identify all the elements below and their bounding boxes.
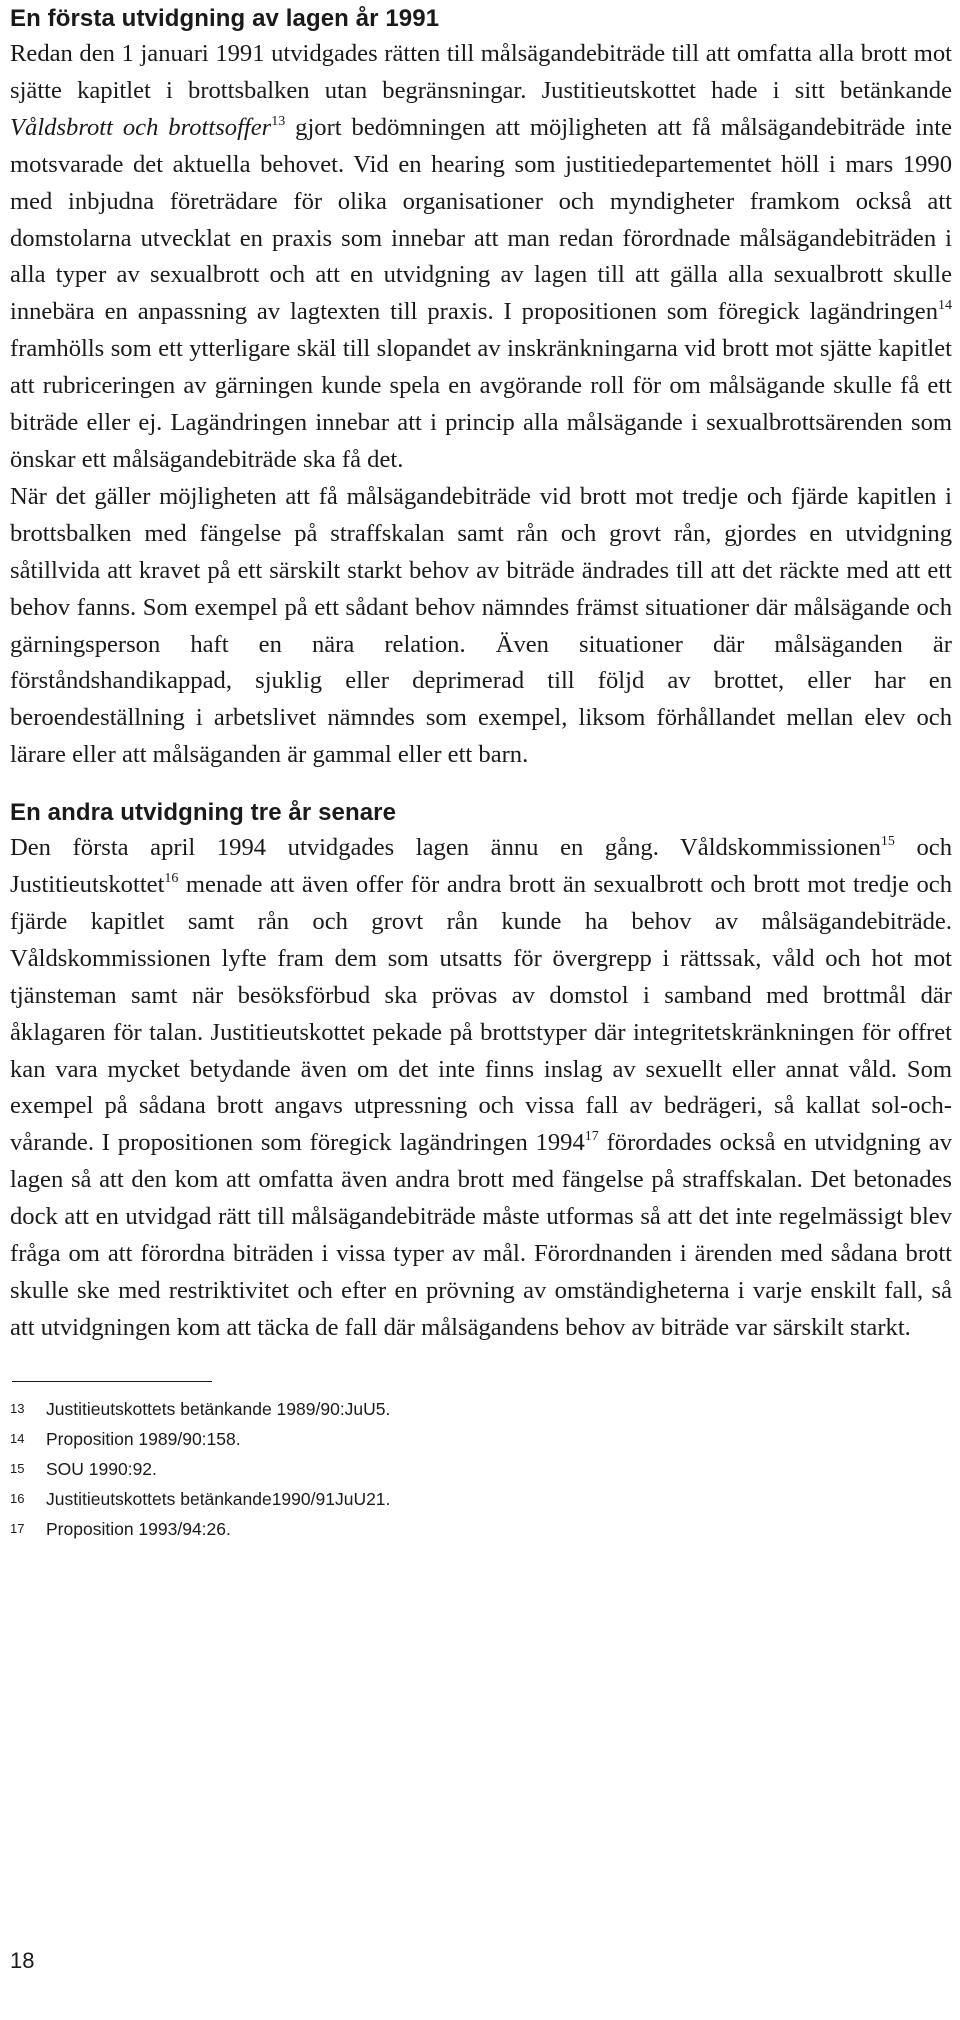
footnote-item [10, 1394, 952, 1424]
footnote-number: 16 [10, 1490, 25, 1506]
section-heading-1994: En andra utvidgning tre år senare [10, 799, 397, 827]
footnote-ref-17[interactable]: 17 [584, 1129, 599, 1145]
footnote-number: 14 [10, 1430, 25, 1446]
paragraph-1-text-b: gjort bedömningen att möjligheten att få målsägandebiträde inte motsvarade det aktuella behovet. Vid en hearing som justitiedepartementet höll i mars 1990 med inbjudna företrädare för olika organisationer och myndigheter framkom också att domstolarna utvecklat en praxis som innebar att man redan förordnade målsägandebiträden i alla typer av sexualbrott och att en utvidgning av lagen till att gälla alla sexualbrott skulle innebära en anpassning av lagtexten till praxis. I propositionen som föregick lagändringen [10, 113, 952, 326]
footnotes [10, 1394, 952, 1544]
paragraph-3-text-c: menade att även offer för andra brott än sexualbrott och brott mot tredje och fjärde kapitlet samt rån och grovt rån kunde ha behov av målsägandebiträde. Våldskommissionen lyfte fram dem som utsatts för övergrepp i rättssak, våld och hot mot tjänsteman samt när besöksförbud ska prövas av domstol i samband med brottmål där åklagaren för talan. Justitieutskottet pekade på brottstyper där integritetskränkningen för offret kan vara mycket betydande även om det inte finns inslag av sexuellt eller annat våld. Som exempel på sådana brott angavs utpressning och vissa fall av bedrägeri, så kallat sol-och-vårande. I propositionen som föregick lagändringen 1994 [10, 871, 952, 1157]
footnote-ref-14[interactable]: 14 [938, 298, 952, 314]
footnote-text: SOU 1990:92. [46, 1458, 157, 1479]
footnote-ref-13[interactable]: 13 [271, 113, 286, 129]
footnote-item [10, 1514, 952, 1544]
footnote-ref-16[interactable]: 16 [164, 871, 179, 887]
paragraph-2: När det gäller möjligheten att få målsägandebiträde vid brott mot tredje och fjärde kapitlen i brottsbalken med fängelse på straffskalan samt rån och grovt rån, gjordes en utvidgning såtillvida att kravet på ett särskilt starkt behov av biträde ändrades till att det räckte med att ett behov fanns. Som exempel på ett sådant behov nämndes främst situationer där målsägande och gärningsperson haft en nära relation. Även situationer där målsäganden är förståndshandikappad, sjuklig eller deprimerad till följd av brottet, eller har en beroendeställning i arbetslivet nämndes som exempel, liksom förhållandet mellan elev och lärare eller att målsäganden är gammal eller ett barn. [10, 482, 952, 769]
footnote-text: Proposition 1989/90:158. [46, 1428, 241, 1449]
footnote-divider [12, 1381, 212, 1382]
paragraph-3 [10, 830, 952, 1347]
footnote-number: 13 [10, 1400, 25, 1416]
paragraph-3-text-b: och Justitieutskottet [10, 834, 952, 899]
footnote-text: Justitieutskottets betänkande 1989/90:JuU5. [46, 1398, 391, 1419]
paragraph-3-text-a: Den första april 1994 utvidgades lagen ännu en gång. Våldskommissionen [10, 834, 881, 862]
paragraph-3-text-d: förordades också en utvidgning av lagen så att den kom att omfatta även andra brott med fängelse på straffskalan. Det betonades dock att en utvidgad rätt till målsägandebiträde måste utformas så att det inte regelmässigt blev fråga om att förordna biträden i vissa typer av mål. Förordnanden i ärenden med sådana brott skulle ske med restriktivitet och efter en prövning av omständigheterna i varje enskilt fall, så att utvidgningen kom att täcka de fall där målsägandens behov av biträde var särskilt starkt. [10, 1129, 952, 1341]
footnote-item [10, 1484, 952, 1514]
footnote-item [10, 1424, 952, 1454]
footnote-ref-15[interactable]: 15 [880, 834, 895, 850]
footnote-number: 17 [10, 1520, 25, 1536]
footnote-text: Justitieutskottets betänkande1990/91JuU21. [46, 1488, 391, 1509]
paragraph-1 [10, 36, 952, 479]
footnote-item [10, 1454, 952, 1484]
paragraph-1-text-c: framhölls som ett ytterligare skäl till slopandet av inskränkningarna vid brott mot sjätte kapitlet att rubriceringen av gärningen kunde spela en avgörande roll för om målsägande skulle få ett biträde eller ej. Lagändringen innebar att i princip alla målsägande i sexualbrottsärenden som önskar ett målsägandebiträde ska få det. [10, 335, 952, 473]
report-title: Våldsbrott och brottsoffer [10, 113, 272, 141]
paragraph-1-text-a: Redan den 1 januari 1991 utvidgades rätten till målsägandebiträde till att omfatta alla brott mot sjätte kapitlet i brottsbalken utan begränsningar. Justitieutskottet hade i sitt betänkande [10, 40, 952, 104]
section-heading-1991: En första utvidgning av lagen år 1991 [10, 5, 440, 32]
page-number: 18 [10, 1948, 35, 1973]
footnote-text: Proposition 1993/94:26. [46, 1518, 231, 1539]
footnote-number: 15 [10, 1460, 25, 1476]
document-page [10, 0, 952, 1544]
